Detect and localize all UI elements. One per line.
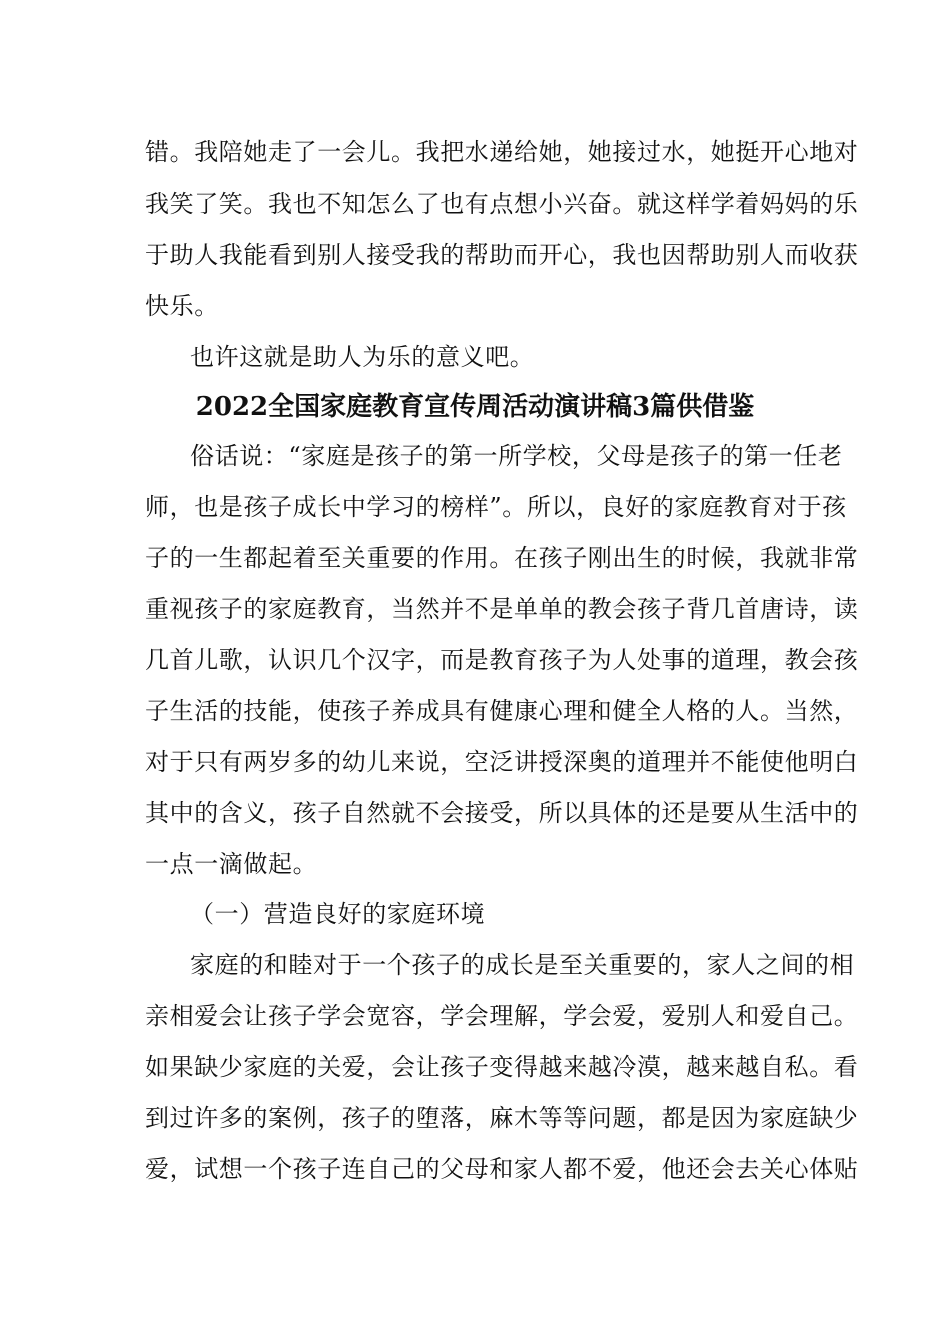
document-title: 2022全国家庭教育宣传周活动演讲稿3篇供借鉴 <box>195 392 755 422</box>
paragraph-line: 我笑了笑。我也不知怎么了也有点想小兴奋。就这样学着妈妈的乐 <box>145 190 859 218</box>
paragraph-line: 子生活的技能，使孩子养成具有健康心理和健全人格的人。当然， <box>145 697 859 725</box>
section-heading: （一）营造良好的家庭环境 <box>190 900 486 928</box>
paragraph-line: 几首儿歌，认识几个汉字，而是教育孩子为人处事的道理，教会孩 <box>145 646 859 674</box>
paragraph-line: 于助人我能看到别人接受我的帮助而开心，我也因帮助别人而收获 <box>145 241 859 269</box>
paragraph-line: 一点一滴做起。 <box>145 850 318 878</box>
paragraph-line: 到过许多的案例，孩子的堕落，麻木等等问题，都是因为家庭缺少 <box>145 1104 859 1132</box>
paragraph-line: 错。我陪她走了一会儿。我把水递给她，她接过水，她挺开心地对 <box>145 138 859 166</box>
paragraph-line: 其中的含义，孩子自然就不会接受，所以具体的还是要从生活中的 <box>145 799 859 827</box>
paragraph-line: 重视孩子的家庭教育，当然并不是单单的教会孩子背几首唐诗，读 <box>145 595 859 623</box>
paragraph-line: 师，也是孩子成长中学习的榜样”。所以，良好的家庭教育对于孩 <box>145 493 847 521</box>
closing-sentence: 也许这就是助人为乐的意义吧。 <box>190 343 535 371</box>
paragraph-line: 家庭的和睦对于一个孩子的成长是至关重要的，家人之间的相 <box>190 951 855 979</box>
paragraph-line: 俗话说：“家庭是孩子的第一所学校，父母是孩子的第一任老 <box>190 442 843 470</box>
paragraph-line: 爱，试想一个孩子连自己的父母和家人都不爱，他还会去关心体贴 <box>145 1155 859 1183</box>
paragraph-line: 亲相爱会让孩子学会宽容，学会理解，学会爱，爱别人和爱自己。 <box>145 1002 859 1030</box>
paragraph-line: 如果缺少家庭的关爱，会让孩子变得越来越冷漠，越来越自私。看 <box>145 1053 859 1081</box>
paragraph-line: 子的一生都起着至关重要的作用。在孩子刚出生的时候，我就非常 <box>145 544 859 572</box>
paragraph-line: 对于只有两岁多的幼儿来说，空泛讲授深奥的道理并不能使他明白 <box>145 748 859 776</box>
paragraph-line: 快乐。 <box>145 292 219 320</box>
